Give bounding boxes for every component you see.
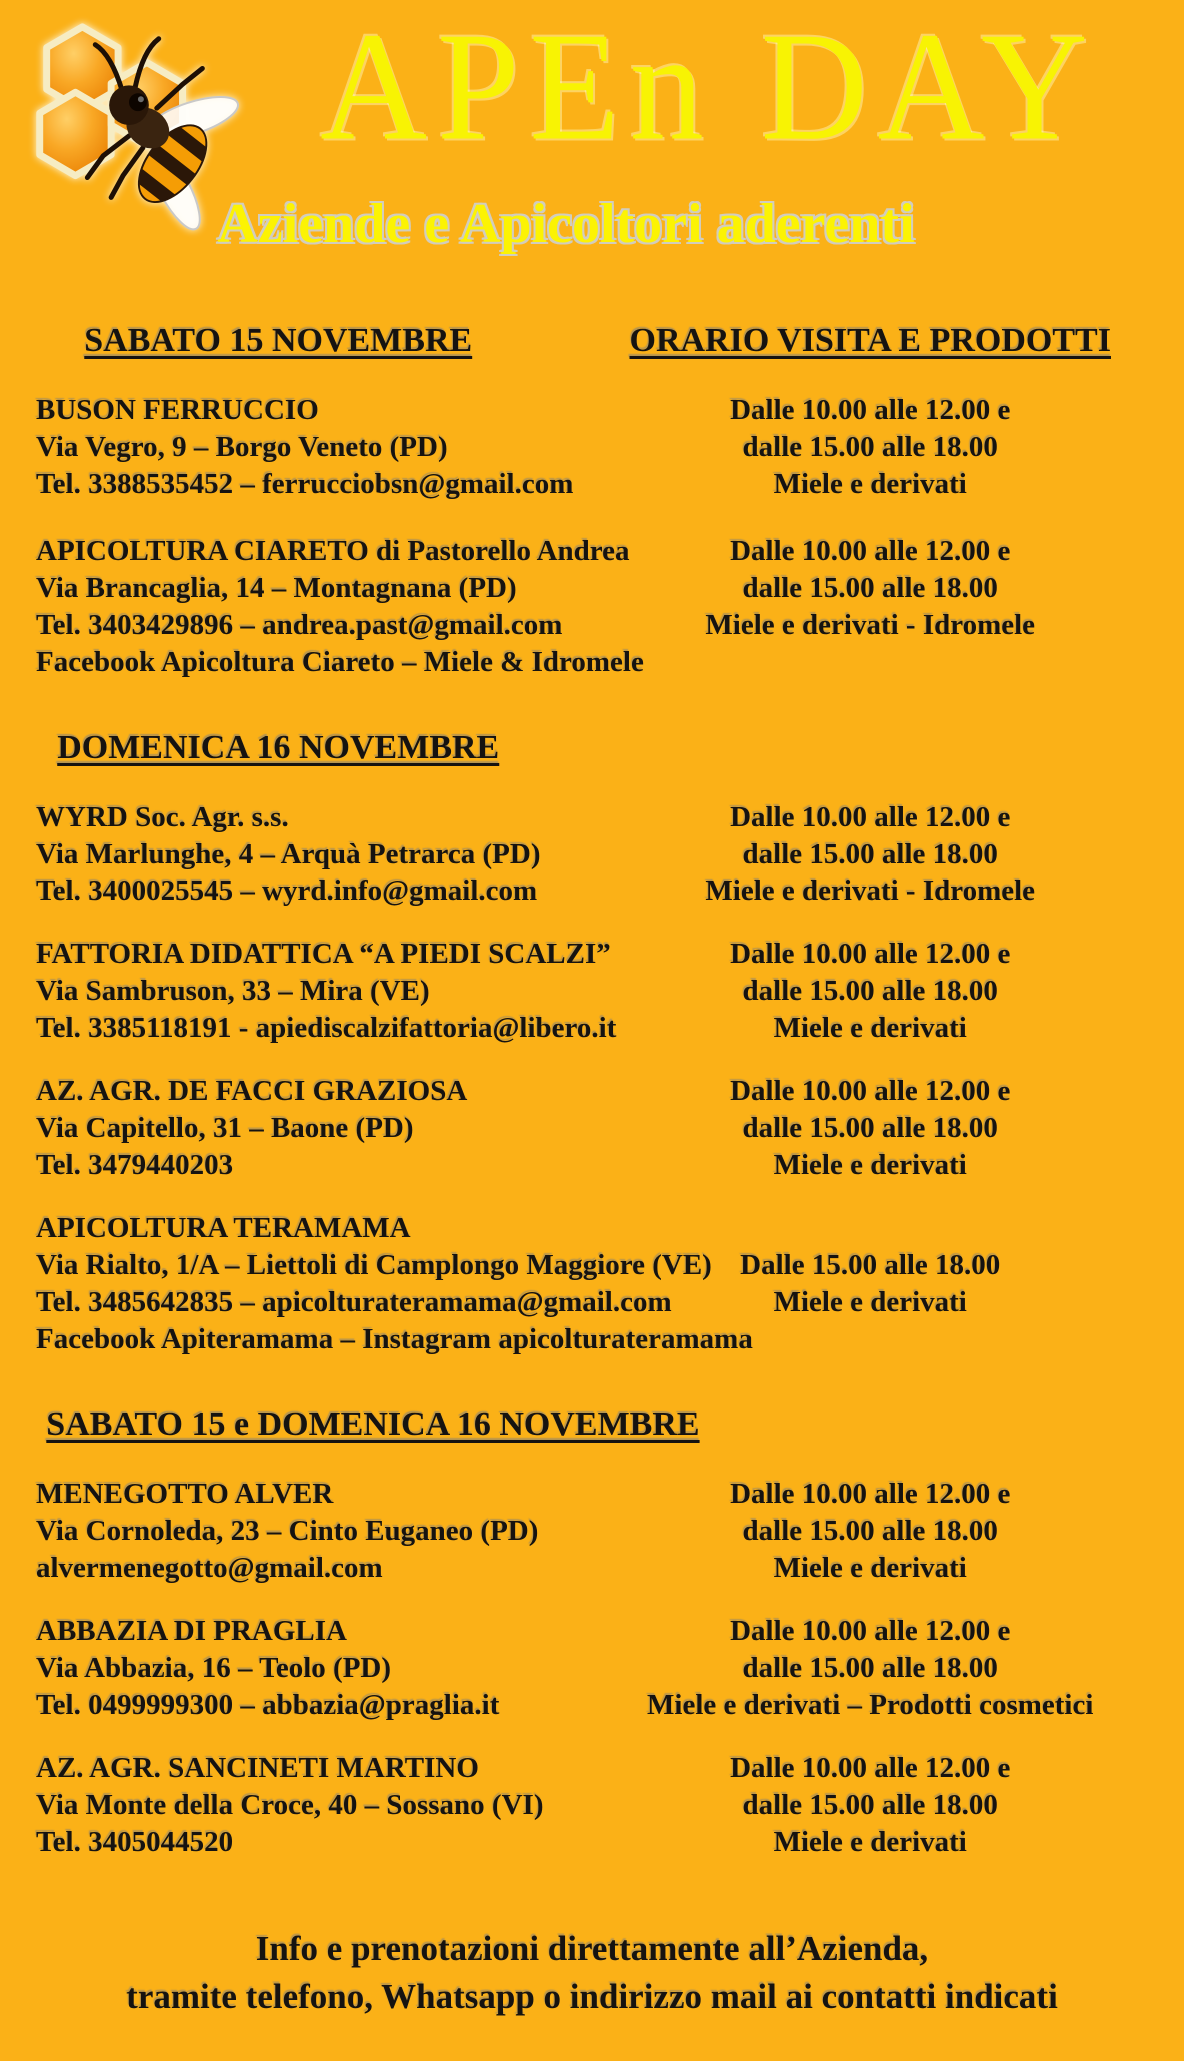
- schedule: [556, 533, 1184, 681]
- business-name: WYRD Soc. Agr. s.s.: [36, 801, 289, 833]
- business-name: AZ. AGR. SANCINETI MARTINO: [36, 1752, 479, 1784]
- schedule: [556, 392, 1184, 503]
- business-info: [0, 936, 617, 1047]
- business-info: [0, 799, 556, 910]
- business-info: [0, 533, 644, 681]
- business-name: AZ. AGR. DE FACCI GRAZIOSA: [36, 1075, 468, 1107]
- entry-row: [0, 1073, 1184, 1184]
- entry-row: [0, 1210, 1184, 1358]
- entry-row: [0, 392, 1184, 503]
- entry-row: [0, 1476, 1184, 1587]
- schedule-products: Miele e derivati - Idromele: [705, 609, 1036, 641]
- schedule-hours: dalle 15.00 alle 18.00: [742, 1515, 998, 1547]
- entry-row: [0, 936, 1184, 1047]
- business-contact: alvermenegotto@gmail.com: [36, 1552, 383, 1584]
- entry-row: [0, 799, 1184, 910]
- business-social: Facebook Apicoltura Ciareto – Miele & Idromele: [36, 646, 644, 678]
- schedule-products: Miele e derivati: [773, 1286, 967, 1318]
- business-contact: Tel. 3485642835 – apicolturateramama@gmail.com: [36, 1286, 672, 1318]
- header: [0, 0, 1184, 278]
- schedule-hours: Dalle 10.00 alle 12.00 e: [730, 801, 1011, 833]
- schedule-hours: dalle 15.00 alle 18.00: [742, 1789, 998, 1821]
- page-title: APEn DAY: [320, 0, 1098, 174]
- business-info: [0, 1210, 753, 1358]
- schedule-hours: dalle 15.00 alle 18.00: [742, 1112, 998, 1144]
- business-address: Via Brancaglia, 14 – Montagnana (PD): [36, 572, 517, 604]
- business-info: [0, 392, 574, 503]
- schedule-hours: dalle 15.00 alle 18.00: [742, 975, 998, 1007]
- schedule-products: Miele e derivati: [773, 1149, 967, 1181]
- schedule-hours: Dalle 10.00 alle 12.00 e: [730, 1075, 1011, 1107]
- business-name: BUSON FERRUCCIO: [36, 394, 319, 426]
- entry-row: [0, 533, 1184, 681]
- column-headings: [0, 320, 1184, 362]
- content: [0, 278, 1184, 2061]
- business-info: [0, 1476, 556, 1587]
- schedule-hours: Dalle 10.00 alle 12.00 e: [730, 394, 1011, 426]
- business-contact: Tel. 3385118191 - apiediscalzifattoria@libero.it: [36, 1012, 617, 1044]
- business-name: MENEGOTTO ALVER: [36, 1478, 334, 1510]
- section-heading-domenica-16: DOMENICA 16 NOVEMBRE: [57, 729, 500, 766]
- schedule: [556, 936, 1184, 1047]
- schedule-products: Miele e derivati: [773, 1012, 967, 1044]
- business-address: Via Rialto, 1/A – Liettoli di Camplongo Maggiore (VE): [36, 1249, 712, 1281]
- business-contact: Tel. 3388535452 – ferrucciobsn@gmail.com: [36, 468, 574, 500]
- schedule-hours: dalle 15.00 alle 18.00: [742, 431, 998, 463]
- business-contact: Tel. 3479440203: [36, 1149, 234, 1181]
- business-address: Via Sambruson, 33 – Mira (VE): [36, 975, 430, 1007]
- business-address: Via Cornoleda, 23 – Cinto Euganeo (PD): [36, 1515, 539, 1547]
- footer-line-2: tramite telefono, Whatsapp o indirizzo mail ai contatti indicati: [126, 1977, 1058, 2016]
- entry-row: [0, 1613, 1184, 1724]
- schedule: [556, 1073, 1184, 1184]
- schedule: [556, 1210, 1184, 1358]
- business-contact: Tel. 3405044520: [36, 1826, 234, 1858]
- entry-row: [0, 1750, 1184, 1861]
- schedule-hours: Dalle 10.00 alle 12.00 e: [730, 1615, 1011, 1647]
- schedule-hours: Dalle 10.00 alle 12.00 e: [730, 1752, 1011, 1784]
- business-contact: Tel. 3403429896 – andrea.past@gmail.com: [36, 609, 563, 641]
- business-address: Via Abbazia, 16 – Teolo (PD): [36, 1652, 392, 1684]
- business-address: Via Marlunghe, 4 – Arquà Petrarca (PD): [36, 838, 541, 870]
- schedule-hours: Dalle 10.00 alle 12.00 e: [730, 535, 1011, 567]
- schedule: [556, 1476, 1184, 1587]
- business-name: ABBAZIA DI PRAGLIA: [36, 1615, 347, 1647]
- schedule: [556, 1750, 1184, 1861]
- business-info: [0, 1073, 556, 1184]
- business-social: Facebook Apiteramama – Instagram apicolturateramama: [36, 1323, 753, 1355]
- schedule-products: Miele e derivati: [773, 1826, 967, 1858]
- business-address: Via Capitello, 31 – Baone (PD): [36, 1112, 414, 1144]
- schedule: [556, 799, 1184, 910]
- footer-note: [0, 1925, 1184, 2061]
- schedule-hours: Dalle 10.00 alle 12.00 e: [730, 938, 1011, 970]
- schedule-hours: Dalle 15.00 alle 18.00: [740, 1249, 1001, 1281]
- business-contact: Tel. 3400025545 – wyrd.info@gmail.com: [36, 875, 538, 907]
- schedule-hours: Dalle 10.00 alle 12.00 e: [730, 1478, 1011, 1510]
- page-subtitle: Aziende e Apicoltori aderenti: [217, 193, 915, 255]
- business-contact: Tel. 0499999300 – abbazia@praglia.it: [36, 1689, 500, 1721]
- business-name: FATTORIA DIDATTICA “A PIEDI SCALZI”: [36, 938, 611, 970]
- schedule: [556, 1613, 1184, 1724]
- business-address: Via Monte della Croce, 40 – Sossano (VI): [36, 1789, 544, 1821]
- schedule-products: Miele e derivati: [773, 1552, 967, 1584]
- schedule-products: Miele e derivati: [773, 468, 967, 500]
- footer-line-1: Info e prenotazioni direttamente all’Azienda,: [255, 1929, 929, 1968]
- business-name: APICOLTURA CIARETO di Pastorello Andrea: [36, 535, 630, 567]
- orario-visita-heading: ORARIO VISITA E PRODOTTI: [629, 322, 1111, 359]
- schedule-products: Miele e derivati - Idromele: [705, 875, 1036, 907]
- business-info: [0, 1613, 556, 1724]
- section-heading-sabato-domenica: SABATO 15 e DOMENICA 16 NOVEMBRE: [46, 1406, 700, 1443]
- section-heading-sabato-15: SABATO 15 NOVEMBRE: [84, 322, 473, 359]
- business-address: Via Vegro, 9 – Borgo Veneto (PD): [36, 431, 448, 463]
- business-info: [0, 1750, 556, 1861]
- schedule-hours: dalle 15.00 alle 18.00: [742, 1652, 998, 1684]
- business-name: APICOLTURA TERAMAMA: [36, 1212, 411, 1244]
- schedule-hours: dalle 15.00 alle 18.00: [742, 838, 998, 870]
- schedule-hours: dalle 15.00 alle 18.00: [742, 572, 998, 604]
- schedule-products: Miele e derivati – Prodotti cosmetici: [647, 1689, 1094, 1721]
